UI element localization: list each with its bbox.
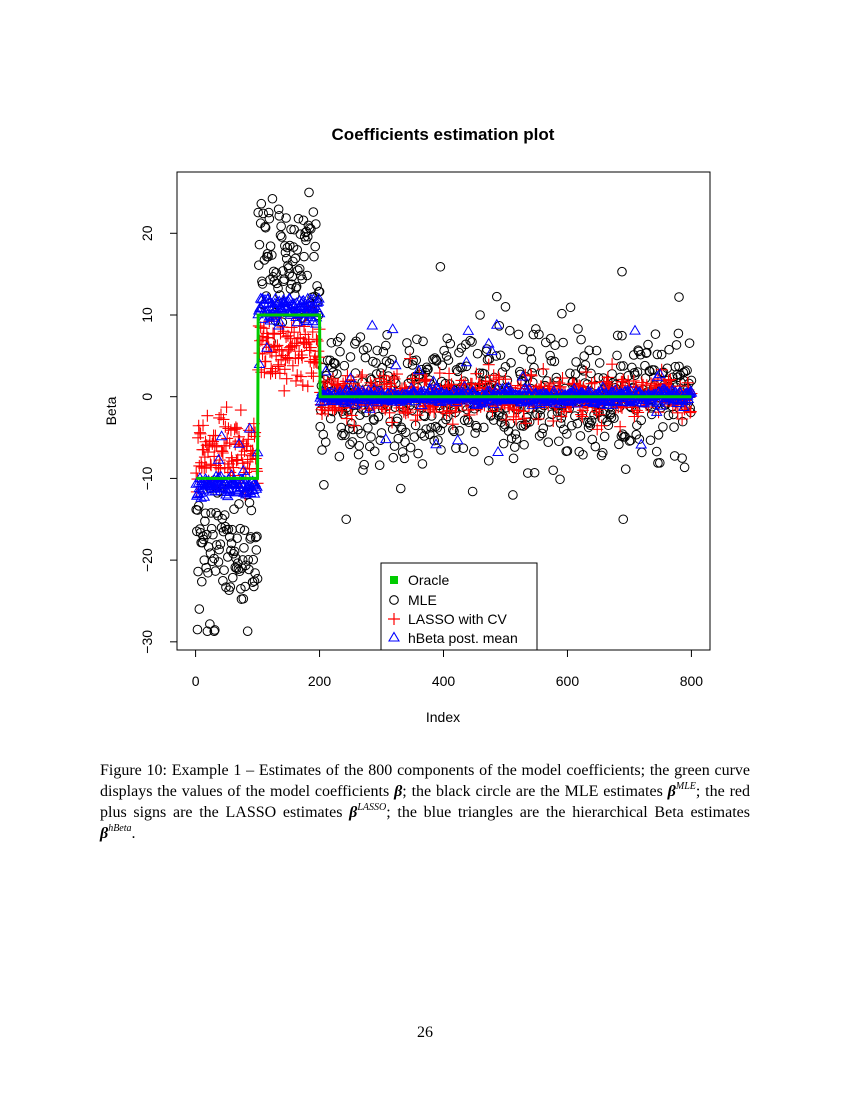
hbeta-point xyxy=(453,435,463,444)
mle-point xyxy=(619,515,628,524)
mle-point xyxy=(382,357,391,366)
lasso-point xyxy=(537,363,549,375)
hbeta-point xyxy=(493,447,503,456)
mle-point xyxy=(252,546,261,555)
mle-point xyxy=(579,450,588,459)
y-tick-label: −30 xyxy=(139,629,155,654)
mle-point xyxy=(310,252,319,261)
mle-point xyxy=(372,359,381,368)
mle-point xyxy=(311,242,320,251)
x-tick-label: 400 xyxy=(431,673,456,689)
mle-point xyxy=(405,346,414,355)
mle-point xyxy=(651,330,660,339)
mle-point xyxy=(656,459,665,468)
mle-point xyxy=(615,440,624,449)
mle-point xyxy=(652,447,661,456)
y-tick-label: −20 xyxy=(139,548,155,572)
hbeta-point xyxy=(484,339,494,348)
mle-point xyxy=(600,432,609,441)
beta-hbeta-superscript: hBeta xyxy=(108,823,132,834)
mle-point xyxy=(675,293,684,302)
hbeta-point xyxy=(463,326,473,335)
mle-point xyxy=(580,352,589,361)
mle-point xyxy=(575,447,584,456)
lasso-point xyxy=(278,385,290,397)
mle-point xyxy=(685,339,694,348)
mle-point xyxy=(476,311,485,320)
mle-point xyxy=(436,262,445,271)
mle-point xyxy=(207,524,216,533)
mle-point xyxy=(484,456,493,465)
mle-point xyxy=(300,252,309,261)
hbeta-point xyxy=(636,440,646,449)
lasso-point xyxy=(235,404,247,416)
y-tick-label: −10 xyxy=(139,466,155,491)
mle-point xyxy=(235,500,244,509)
figure-caption xyxy=(100,760,750,844)
mle-point xyxy=(520,440,529,449)
lasso-point xyxy=(355,371,367,383)
mle-point xyxy=(544,438,553,447)
mle-point xyxy=(294,214,303,223)
mle-point xyxy=(493,292,502,301)
mle-point xyxy=(354,450,363,459)
mle-point xyxy=(670,423,679,432)
mle-point xyxy=(243,627,252,636)
beta-mle-symbol: β xyxy=(667,783,676,800)
mle-point xyxy=(383,331,392,340)
lasso-point xyxy=(215,409,227,421)
lasso-point xyxy=(305,367,317,379)
beta-hbeta-symbol: β xyxy=(100,825,109,842)
caption-text-2: ; the black circle are the MLE estimates xyxy=(402,783,663,800)
mle-point xyxy=(618,267,627,276)
mle-point xyxy=(277,222,286,231)
lasso-point xyxy=(272,360,284,372)
mle-point xyxy=(551,341,560,350)
mle-point xyxy=(654,431,663,440)
mle-point xyxy=(364,424,373,433)
lasso-point xyxy=(281,373,293,385)
mle-point xyxy=(468,487,477,496)
hbeta-point xyxy=(492,320,502,329)
mle-point xyxy=(309,208,318,217)
legend xyxy=(381,563,537,650)
mle-point xyxy=(571,370,580,379)
mle-point xyxy=(209,530,218,539)
mle-point xyxy=(514,330,523,339)
mle-point xyxy=(559,338,568,347)
mle-point xyxy=(388,425,397,434)
mle-point xyxy=(509,491,518,500)
x-tick-label: 200 xyxy=(307,673,332,689)
mle-point xyxy=(365,442,374,451)
lasso-point xyxy=(221,401,233,413)
mle-point xyxy=(305,188,314,197)
mle-point xyxy=(512,435,521,444)
mle-point xyxy=(538,368,547,377)
legend-hbeta-label: hBeta post. mean xyxy=(408,630,518,646)
hbeta-point xyxy=(367,321,377,330)
mle-point xyxy=(567,421,576,430)
mle-point xyxy=(195,605,204,614)
mle-point xyxy=(576,432,585,441)
mle-point xyxy=(418,460,427,469)
mle-point xyxy=(230,505,239,514)
mle-point xyxy=(644,340,653,349)
y-axis xyxy=(139,225,177,653)
caption-text-1: Example 1 – Estimates of the 800 components of the model coefficients; the green curve displays the values of the model coefficients xyxy=(100,762,750,800)
legend-mle-label: MLE xyxy=(408,592,437,608)
mle-point xyxy=(621,465,630,474)
lasso-point xyxy=(193,460,205,472)
mle-point xyxy=(389,453,398,462)
mle-point xyxy=(654,459,663,468)
hbeta-point xyxy=(238,466,248,475)
legend-oracle-label: Oracle xyxy=(408,572,450,588)
mle-point xyxy=(638,448,647,457)
mle-point xyxy=(473,349,482,358)
mle-point xyxy=(406,443,415,452)
legend-lasso-label: LASSO with CV xyxy=(408,611,507,627)
mle-point xyxy=(401,438,410,447)
mle-point xyxy=(228,573,237,582)
legend-oracle-symbol xyxy=(390,576,398,584)
y-tick-label: 20 xyxy=(139,225,155,242)
mle-point xyxy=(370,447,379,456)
mle-point xyxy=(549,466,558,475)
caption-text-4: ; the blue triangles are the hierarchical Beta estimates xyxy=(386,804,750,821)
mle-point xyxy=(249,555,258,564)
lasso-point xyxy=(194,427,206,439)
mle-point xyxy=(266,242,275,251)
mle-point xyxy=(595,359,604,368)
mle-point xyxy=(470,447,479,456)
mle-point xyxy=(373,346,382,355)
beta-vector-symbol: β xyxy=(394,783,403,800)
beta-lasso-symbol: β xyxy=(349,804,358,821)
mle-point xyxy=(440,346,449,355)
mle-point xyxy=(193,625,202,634)
lasso-point xyxy=(307,370,319,382)
mle-point xyxy=(648,366,657,375)
mle-point xyxy=(573,419,582,428)
mle-point xyxy=(299,216,308,225)
y-tick-label: 0 xyxy=(139,392,155,401)
mle-point xyxy=(577,335,586,344)
lasso-point xyxy=(230,421,242,433)
mle-point xyxy=(509,454,518,463)
caption-text-5: . xyxy=(131,825,136,842)
mle-point xyxy=(204,543,213,552)
lasso-point xyxy=(346,409,358,421)
mle-point xyxy=(265,214,274,223)
mle-point xyxy=(355,441,364,450)
lasso-point xyxy=(391,368,403,380)
mle-point xyxy=(591,442,600,451)
y-tick-label: 10 xyxy=(139,307,155,323)
lasso-point xyxy=(231,423,243,435)
y-axis-label: Beta xyxy=(103,396,119,426)
hbeta-point xyxy=(381,434,391,443)
mle-point xyxy=(321,438,330,447)
mle-point xyxy=(546,351,555,360)
mle-point xyxy=(255,261,264,270)
lasso-point xyxy=(219,421,231,433)
lasso-point xyxy=(404,353,416,365)
mle-point xyxy=(613,351,622,360)
mle-point xyxy=(554,437,563,446)
lasso-point xyxy=(266,365,278,377)
x-tick-label: 600 xyxy=(555,673,580,689)
beta-lasso-superscript: LASSO xyxy=(357,802,387,813)
mle-point xyxy=(201,517,210,526)
mle-point xyxy=(197,577,206,586)
mle-point xyxy=(255,240,264,249)
mle-point xyxy=(257,199,266,208)
mle-point xyxy=(646,436,655,445)
mle-point xyxy=(499,439,508,448)
mle-point xyxy=(194,567,203,576)
mle-point xyxy=(340,361,349,370)
x-tick-label: 800 xyxy=(679,673,704,689)
mle-point xyxy=(680,463,689,472)
mle-point xyxy=(375,461,384,470)
mle-point xyxy=(414,449,423,458)
mle-point xyxy=(574,325,583,334)
mle-point xyxy=(359,466,368,475)
mle-point xyxy=(659,423,668,432)
mle-point xyxy=(566,303,575,312)
mle-point xyxy=(220,566,229,575)
mle-point xyxy=(335,452,344,461)
mle-point xyxy=(346,440,355,449)
hbeta-point xyxy=(630,326,640,335)
x-tick-label: 0 xyxy=(191,673,200,689)
mle-point xyxy=(506,326,515,335)
plot-title: Coefficients estimation plot xyxy=(331,125,555,144)
mle-point xyxy=(360,460,369,469)
mle-point xyxy=(672,341,681,350)
mle-point xyxy=(507,358,516,367)
mle-point xyxy=(598,448,607,457)
caption-text-3: ; the red plus signs are the LASSO estimates xyxy=(100,783,751,821)
mle-point xyxy=(669,410,678,419)
mle-point xyxy=(556,475,565,484)
mle-point xyxy=(367,433,376,442)
figure-number: Figure 10: xyxy=(100,762,167,779)
mle-point xyxy=(268,194,277,203)
mle-point xyxy=(558,309,567,318)
mle-point xyxy=(678,454,687,463)
mle-point xyxy=(674,329,683,338)
mle-point xyxy=(510,443,519,452)
mle-point xyxy=(320,481,329,490)
x-axis-label: Index xyxy=(425,709,461,725)
beta-mle-superscript: MLE xyxy=(675,781,696,792)
mle-point xyxy=(244,556,253,565)
mle-point xyxy=(572,358,581,367)
mle-point xyxy=(336,347,345,356)
mle-point xyxy=(342,515,351,524)
page-number: 26 xyxy=(417,1024,433,1041)
mle-point xyxy=(396,484,405,493)
mle-point xyxy=(316,422,325,431)
mle-point xyxy=(327,338,336,347)
mle-point xyxy=(240,544,249,553)
mle-point xyxy=(501,303,510,312)
lasso-point xyxy=(312,335,324,347)
mle-point xyxy=(346,353,355,362)
mle-point xyxy=(318,446,327,455)
mle-point xyxy=(495,322,504,331)
x-axis xyxy=(192,650,704,689)
lasso-point xyxy=(302,380,314,392)
mle-point xyxy=(313,282,322,291)
mle-point xyxy=(247,506,256,515)
